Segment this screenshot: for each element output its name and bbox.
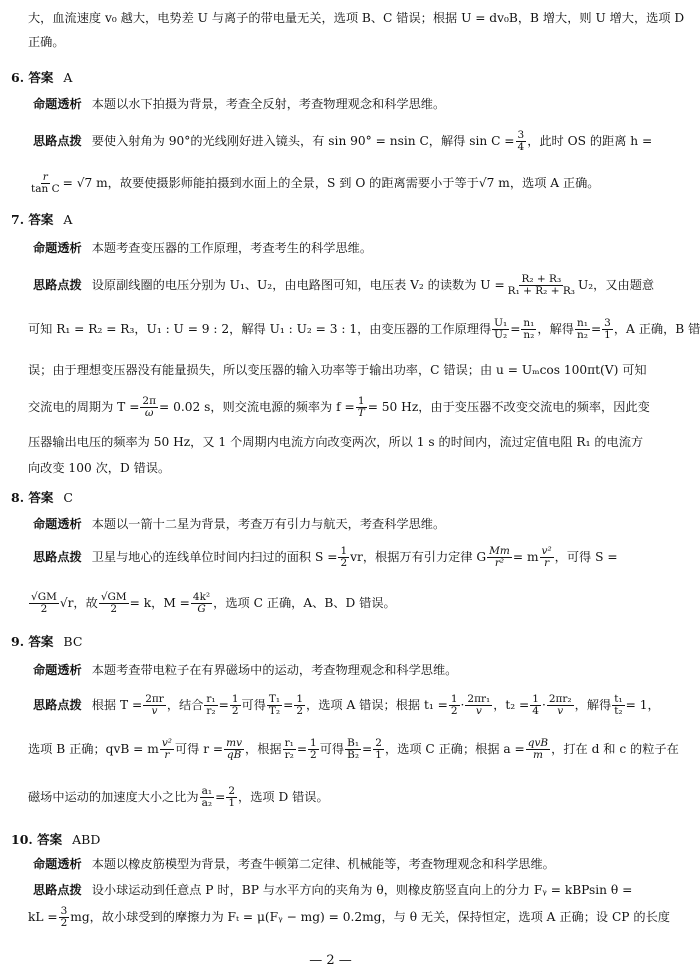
fraction: $\frac{1}{4}$ — [532, 693, 539, 717]
fraction: $\frac{\text{qvB}}{m}$ — [527, 737, 549, 761]
fraction: $\frac{\text{4k²}}{G}$ — [192, 591, 211, 615]
q8-hint: 思路点拨 卫星与地心的连线单位时间内扫过的面积 S = $\frac{1}{2}$ vr，根据万有引力定律 G $\frac{Mm}{\text{r²}}$ = m $\frac{\text{v²}}{r}$ ，可得 S = — [33, 545, 618, 569]
q9-hint-line2: 选项 B 正确；qvB = m $\frac{\text{v²}}{r}$ 可得 r = $\frac{mv}{qB}$ ，根据 $\frac{\text{r₁}}{\text{r₂}}$ = $\frac{1}{2}$ 可得 $\frac{\text{B₁}}{\text{B₂}}$ = $\frac{2}{1}$ ，选项 C 正确；根据 a = $\frac{\text{qvB}}{m}$ ，打在 d 和 c 的粒子在 — [28, 737, 679, 761]
fraction: $\frac{\text{v²}}{r}$ — [161, 737, 172, 761]
text-line: 正确。 — [28, 35, 65, 49]
q8-hint-cont: $\frac{√GM}{2}$ √r，故 $\frac{√GM}{2}$ = k，M = $\frac{\text{4k²}}{G}$ ，选项 C 正确，A、B、D 错误。 — [31, 591, 396, 615]
q10-hint: 思路点拨 设小球运动到任意点 P 时，BP 与水平方向的夹角为 θ，则橡皮筋竖直向上的分力 Fᵧ = kBPsin θ = — [33, 883, 633, 897]
q7-hint: 思路点拨 设原副线圈的电压分别为 U₁、U₂，由电路图可知，电压表 V₂ 的读数为 U = $\frac{\text{R₂ + R₃}}{\text{R₁ + R₂ + R₃}}$ U₂，又由题意 — [33, 273, 655, 297]
fraction: $\frac{\text{n₁}}{\text{n₂}}$ — [523, 317, 535, 341]
q7-proposition: 命题透析 本题考查变压器的工作原理，考查考生的科学思维。 — [33, 241, 373, 255]
fraction: $\frac{\text{r₁}}{\text{r₂}}$ — [284, 737, 294, 761]
question-7-header: 7. 答案 A — [11, 212, 73, 227]
fraction: $\frac{\text{2πr₂}}{v}$ — [548, 693, 572, 717]
fraction: $\frac{\text{a₁}}{\text{a₂}}$ — [201, 785, 213, 809]
fraction: $\frac{1}{2}$ — [296, 693, 304, 717]
fraction: $\frac{2}{1}$ — [375, 737, 382, 761]
fraction: $\frac{2}{1}$ — [228, 785, 236, 809]
q7-hint-line2: 可知 R₁ = R₂ = R₃，U₁ : U = 9 : 2，解得 U₁ : U₂ = 3 : 1，由变压器的工作原理得 $\frac{\text{U₁}}{\text{U₂}}$ = $\frac{\text{n₁}}{\text{n₂}}$ ，解得 $\frac{\text{n₁}}{\text{n₂}}$ = $\frac{3}{1}$ ，A 正确，B 错 — [28, 317, 700, 341]
fraction: $\frac{1}{2}$ — [231, 693, 239, 717]
q9-hint: 思路点拨 根据 T = $\frac{2\pi r}{v}$ ，结合 $\frac{\text{r₁}}{\text{r₂}}$ = $\frac{1}{2}$ 可得 $\frac{\text{T₁}}{\text{T₂}}$ = $\frac{1}{2}$ ，选项 A 错误；根据 t₁ = $\frac{1}{2}$ · $\frac{\text{2πr₁}}{v}$ ，t₂ = $\frac{1}{4}$ · $\frac{\text{2πr₂}}{v}$ ，解得 $\frac{\text{t₁}}{\text{t₂}}$ = 1， — [33, 693, 660, 717]
question-6-header: 6. 答案 A — [11, 70, 73, 85]
fraction: $\frac{\text{r₁}}{\text{r₂}}$ — [206, 693, 216, 717]
page-number: — 2 — — [309, 953, 352, 968]
q7-hint-line5: 压器输出电压的频率为 50 Hz，又 1 个周期内电流方向改变两次，所以 1 s 的时间内，流过定值电阻 R₁ 的电流方 — [28, 435, 644, 449]
q9-proposition: 命题透析 本题考查带电粒子在有界磁场中的运动，考查物理观念和科学思维。 — [33, 663, 458, 677]
fraction: $\frac{\text{U₁}}{\text{U₂}}$ — [494, 317, 508, 341]
fraction: $\frac{3}{4}$ — [517, 129, 525, 153]
q10-hint-cont: kL = $\frac{3}{2}$ mg，故小球受到的摩擦力为 Fₜ = μ(Fᵧ − mg) = 0.2mg，与 θ 无关，保持恒定，选项 A 正确；设 CP 的长度 — [28, 905, 670, 929]
q6-hint-cont: $\frac{r}{\text{tan C}}$ = √7 m，故要使摄影师能拍摄到水面上的全景，S 到 O 的距离需要小于等于√7 m，选项 A 正确。 — [31, 171, 600, 195]
q8-proposition: 命题透析 本题以一箭十二星为背景，考查万有引力与航天，考查科学思维。 — [33, 517, 446, 531]
fraction: $\frac{\text{2πr₁}}{v}$ — [467, 693, 491, 717]
fraction: $\frac{\text{n₁}}{\text{n₂}}$ — [576, 317, 588, 341]
fraction: $\frac{\text{R₂ + R₃}}{\text{R₁ + R₂ + R₃}}$ — [507, 273, 575, 297]
question-9-header: 9. 答案 BC — [11, 634, 83, 649]
text-line: 大，血流速度 v₀ 越大，电势差 U 与离子的带电量无关，选项 B、C 错误；根据 U = dv₀B，B 增大，则 U 增大，选项 D — [28, 11, 685, 25]
question-8-header: 8. 答案 C — [11, 490, 73, 505]
fraction: $\frac{1}{2}$ — [450, 693, 458, 717]
fraction: $\frac{1}{T}$ — [357, 395, 365, 419]
fraction: $\frac{1}{2}$ — [340, 545, 348, 569]
fraction: $\frac{√GM}{2}$ — [100, 591, 127, 615]
q10-proposition: 命题透析 本题以橡皮筋模型为背景，考查牛顿第二定律、机械能等，考查物理观念和科学思维。 — [33, 857, 555, 871]
fraction: $\frac{\text{t₁}}{\text{t₂}}$ — [614, 693, 623, 717]
fraction: $\frac{3}{2}$ — [60, 905, 68, 929]
fraction: $\frac{1}{2}$ — [310, 737, 317, 761]
question-10-header: 10. 答案 ABD — [11, 832, 101, 847]
fraction: $\frac{3}{1}$ — [604, 317, 611, 341]
fraction: $\frac{2\pi}{\omega}$ — [142, 395, 156, 419]
fraction: $\frac{\text{v²}}{r}$ — [541, 545, 552, 569]
fraction: $\frac{2\pi r}{v}$ — [145, 693, 164, 717]
fraction: $\frac{r}{\text{tan C}}$ — [31, 171, 60, 195]
q9-hint-line3: 磁场中运动的加速度大小之比为 $\frac{\text{a₁}}{\text{a₂}}$ = $\frac{2}{1}$ ，选项 D 错误。 — [28, 785, 329, 809]
fraction: $\frac{\text{B₁}}{\text{B₂}}$ — [347, 737, 360, 761]
q6-proposition: 命题透析 本题以水下拍摄为背景，考查全反射，考查物理观念和科学思维。 — [33, 97, 446, 111]
q7-hint-line3: 误；由于理想变压器没有能量损失，所以变压器的输入功率等于输出功率，C 错误；由 u = Uₘcos 100πt(V) 可知 — [28, 363, 647, 377]
q6-hint: 思路点拨 要使入射角为 90°的光线刚好进入镜头，有 sin 90° = nsin C，解得 sin C = $\frac{3}{4}$ ，此时 OS 的距离 h = — [33, 129, 653, 153]
fraction: $\frac{mv}{qB}$ — [226, 737, 243, 761]
q7-hint-line4: 交流电的周期为 T = $\frac{2\pi}{\omega}$ = 0.02 s，则交流电源的频率为 f = $\frac{1}{T}$ = 50 Hz，由于变压器不改变交流电的频率，因此变 — [28, 395, 650, 419]
fraction: $\frac{Mm}{\text{r²}}$ — [489, 545, 510, 569]
fraction: $\frac{\text{T₁}}{\text{T₂}}$ — [268, 693, 281, 717]
q7-hint-line6: 向改变 100 次，D 错误。 — [28, 461, 171, 475]
fraction: $\frac{√GM}{2}$ — [31, 591, 57, 615]
